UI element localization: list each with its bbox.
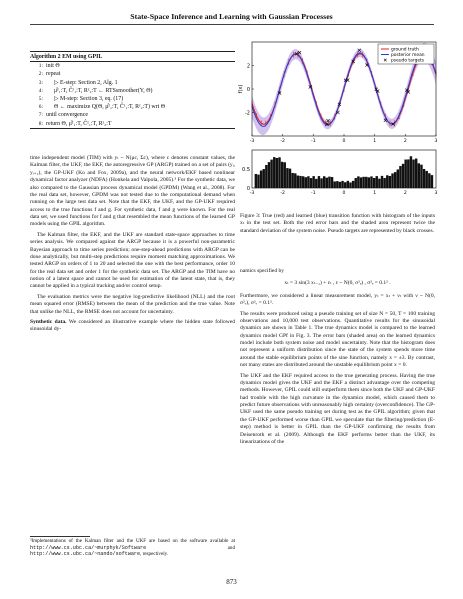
line-text: return Θ, μ̂ᶻ₁:T, Ĉᶻ₁:T, Rᶻ₂:T [46, 120, 112, 127]
y-tick-label: -2 [245, 110, 250, 117]
histogram-x-tick-label: 1 [373, 191, 377, 196]
x-tick-label: -2 [280, 139, 285, 144]
histogram-bar [420, 165, 422, 188]
histogram-bar [281, 162, 283, 188]
histogram-bar [344, 182, 346, 188]
header-rule [30, 24, 434, 25]
paragraph: namics specified by [240, 268, 285, 274]
algorithm-box [30, 51, 235, 131]
histogram-bar [289, 169, 291, 188]
algorithm-line [30, 62, 235, 70]
histogram-x-tick-label: -1 [311, 191, 316, 196]
footnote [30, 538, 235, 558]
histogram-bar [352, 181, 354, 188]
x-tick-label: -1 [311, 139, 316, 144]
histogram-bar [381, 176, 383, 188]
histogram-bar [328, 177, 330, 188]
algorithm-lines [30, 62, 235, 128]
footnote-text: ³Implementations of the Kalman filter and the UKF are based on the software available at [30, 538, 235, 544]
histogram-bar [273, 157, 275, 188]
equation: xₜ = 3 sin(3 xₜ₋₁) + εₜ , ε ~ N(0, σ²ₑ) , σ²ₑ = 0.1² . [284, 280, 391, 287]
histogram-bar [305, 177, 307, 188]
y-axis-label: f(x) [238, 84, 244, 94]
page-number: 873 [226, 578, 237, 586]
input-histogram [242, 150, 437, 196]
footnote-rule [30, 536, 90, 537]
histogram-bar [294, 173, 296, 188]
paragraph: The Kalman filter, the EKF, and the UKF are standard state-space approaches to time series analysis. We compared against the ARGP because it is a powerful non-parametric Bayesian approach to time series prediction; one-step-ahead predictions with ARGP can be done analytically, but multi-step predictions require moment matching approximations. We tested ARGP on orders of 1 to 20 and selected the one with the best performance, order 10 for the real data set and order 1 for the synthetic data set. The ARGP and the TIM have no notion of a latent space and cannot be used for estimation of the latent state, that is, they cannot be applied in a typical tracking and/or control setup. [30, 231, 235, 290]
histogram-bar [360, 177, 362, 188]
histogram-bar [412, 160, 414, 188]
histogram-bar [339, 182, 341, 188]
footnote-text: , respectively. [140, 551, 169, 557]
line-text: Θ ← maximize Q(Θ, μ̂ᶻ₁:T, Ĉᶻ₁:T, Rᶻ₂:T) wrt Θ [54, 104, 165, 111]
histogram-bar [291, 173, 293, 188]
histogram-bar [315, 179, 317, 188]
line-number: 7: [38, 112, 43, 119]
histogram-x-tick-label: -3 [249, 191, 255, 196]
histogram-bar [276, 158, 278, 188]
y-tick-label: 2 [246, 63, 250, 70]
histogram-bar [341, 181, 343, 188]
left-column [30, 155, 235, 334]
histogram-bar [312, 176, 314, 188]
histogram-bar [270, 160, 272, 188]
line-text: μ̂ᶻ₁:T, Ĉᶻ₁:T, Rᶻ₂:T ← RTSsmoother(Y, Θ) [54, 87, 153, 94]
line-text: init Θ [46, 63, 60, 70]
transition-function-plot [238, 38, 438, 198]
histogram-bar [347, 181, 349, 188]
algorithm-rule [30, 128, 235, 131]
histogram-bar [255, 174, 257, 188]
histogram-bar [355, 178, 357, 188]
histogram-bar [302, 176, 304, 188]
line-text: ▷ E-step: Section 2, Alg. 1 [54, 79, 118, 86]
histogram-bar [318, 176, 320, 188]
histogram-bar [415, 159, 417, 188]
legend-label: pseudo targets [391, 58, 425, 64]
algorithm-line [30, 95, 235, 103]
paragraph-heading: Synthetic data. [30, 318, 67, 325]
paragraph [30, 319, 235, 334]
histogram-bar [299, 176, 301, 188]
histogram-bar [320, 178, 322, 188]
histogram-x-tick-label: 2 [403, 191, 407, 196]
histogram-bar [349, 182, 351, 188]
running-header: State-Space Inference and Learning with Gaussian Processes [130, 12, 333, 21]
legend-label: ground truth [391, 47, 419, 53]
paragraph: The UKF and the EKF required access to the true generating process. Having the true dynamics model gives the UKF and the EKF a distinct advantage over the competing methods. However, GPIL could still outperform them since both the UKF and GP-UKF had trouble with the high curvature in the dynamics model, which caused them to predict future observations with unreasonably high certainty (overconfidence). The GP-UKF used the same pseudo training set during test as the GPIL algorithm; given that the GP-UKF performed worse than GPIL we speculate that the filtering/prediction (E-step) method is better in GPIL than the GP-UKF confirming the results from Deisenroth et al. (2009). Although the EKF performs better than the UKF, its linearizations of the [240, 372, 435, 445]
y-tick-label: 0 [246, 86, 250, 93]
x-tick-label: 0 [342, 139, 346, 144]
right-column [240, 268, 435, 446]
footnote-link[interactable]: http://www.cs.ubc.ca/~nando/software [30, 551, 141, 557]
histogram-bar [402, 164, 404, 188]
paragraph: time independent model (TIM) with yₜ ~ N(μc, Σc), where c denotes constant values, the Kalman filter, the UKF, the EKF, the autoregressive GP (ARGP) trained on a set of pairs (yᵢ, yᵢ₊₁), the GP-UKF (Ko and Fox, 2009a), and the neural network/EKF based nonlinear dynamical factor analyzer (NDFA) (Honkela and Valpola, 2005).³ For the synthetic data, we also compared to the Gaussian process dynamical model (GPDM) (Wang et al., 2008). For the real data set, however, GPDM was not tested due to the computational demand when running on the large test data set. Note that the EKF, the UKF, and the GP-UKF required access to the true functions f and g. For synthetic data, f and g were known. For the real data set, we used functions for f and g that resembled the mean functions of the learned GP models using the GPIL algorithm. [30, 155, 235, 228]
line-number: 2: [38, 71, 43, 78]
histogram-bar [425, 171, 427, 188]
histogram-bar [331, 177, 333, 188]
histogram-bar [378, 179, 380, 188]
histogram-bar [310, 178, 312, 188]
histogram-bar [268, 162, 270, 188]
histogram-bar [265, 165, 267, 188]
histogram-bar [410, 156, 412, 188]
histogram-x-tick-label: -2 [280, 191, 285, 196]
histogram-bar [404, 160, 406, 188]
histogram-bar [336, 181, 338, 188]
histogram-bar [407, 159, 409, 188]
histogram-bar [376, 176, 378, 188]
histogram-bar [278, 157, 280, 188]
histogram-bar [260, 171, 262, 188]
histogram-bar [428, 173, 430, 188]
histogram-bar [297, 176, 299, 188]
histogram-bar [263, 169, 265, 188]
paragraph: Furthermore, we considered a linear measurement model, yₜ = xₜ + νₜ with ν ~ N(0, σ²ᵥ), σ²ᵥ = 0.1². [240, 292, 435, 307]
x-tick-label: -3 [249, 139, 255, 144]
footnote-text: and [146, 544, 235, 551]
algorithm-line [30, 103, 235, 111]
figure-caption: Figure 3: True (red) and learned (blue) transition function with histogram of the inputs xₜ in the test set. Both the red error bars and the shaded area represent twice the standard deviation of the system noise. Pseudo targets are represented by black crosses. [240, 213, 435, 234]
line-text: ▷ M-step: Section 3, eq. (17) [54, 96, 124, 103]
histogram-bar [368, 177, 370, 188]
line-number: 4: [38, 87, 43, 94]
histogram-bar [307, 176, 309, 188]
histogram-bar [397, 169, 399, 188]
histogram-bar [370, 176, 372, 188]
histogram-bar [389, 176, 391, 188]
histogram-bar [418, 163, 420, 188]
line-number: 3: [38, 79, 43, 86]
line-text: until convergence [46, 112, 88, 119]
histogram-bar [257, 175, 259, 188]
histogram-bar [386, 175, 388, 188]
algorithm-line [30, 87, 235, 95]
paragraph: The evaluation metrics were the negative log-predictive likelihood (NLL) and the root mean squared error (RMSE) between the mean of the prediction and the true value. Note that unlike the NLL, the RMSE does not account for uncertainty. [30, 293, 235, 315]
histogram-bar [362, 177, 364, 188]
algorithm-title: Algorithm 2 EM using GPIL [30, 51, 235, 62]
legend-label: posterior mean [391, 53, 425, 59]
histogram-bar [423, 169, 425, 188]
histogram-y-tick-label: 0 [246, 185, 250, 192]
histogram-bar [399, 166, 401, 188]
histogram-bar [373, 178, 375, 188]
x-tick-label: 3 [434, 139, 438, 144]
paragraph: The results were produced using a pseudo training set of size N = 50, T = 100 training observations and 10,000 test observations. Quantitative results for the sinusoidal dynamics are shown in Table 1. The true dynamics model is compared to the learned dynamics model GPf in Fig. 3. The error bars (shaded area) on the learned dynamics model include both system noise and model uncertainty. Note that the histogram does not represent a uniform distribution since the state of the system spends more time around the stable equilibrium points of the sine function, namely x = ±3. By contrast, not many states are distributed around the unstable equilibrium point x = 0. [240, 310, 435, 369]
line-text: repeat [46, 71, 61, 78]
histogram-bar [391, 173, 393, 188]
histogram-bar [394, 172, 396, 188]
algorithm-line [30, 111, 235, 119]
paragraph-text: We considered an illustrative example where the hidden state followed sinusoidal dy- [30, 318, 235, 333]
footnote-link[interactable]: http://www.cs.ubc.ca/~murphyk/Software [30, 544, 147, 551]
histogram-bar [284, 162, 286, 188]
line-number: 6: [38, 104, 43, 111]
x-tick-label: 1 [373, 139, 377, 144]
histogram-bar [357, 176, 359, 188]
histogram-x-tick-label: 0 [342, 191, 346, 196]
histogram-y-tick-label: 0.5 [242, 166, 250, 173]
histogram-x-tick-label: 3 [434, 191, 438, 196]
x-tick-label: 2 [403, 139, 407, 144]
line-number: 1: [38, 63, 43, 70]
main-plot [238, 42, 438, 144]
histogram-bar [326, 178, 328, 188]
histogram-bar [323, 176, 325, 188]
histogram-bar [383, 178, 385, 188]
line-number: 8: [38, 120, 43, 127]
histogram-bar [431, 175, 433, 188]
figure-3 [238, 38, 438, 203]
histogram-bar [333, 181, 335, 188]
algorithm-line [30, 79, 235, 87]
algorithm-line [30, 70, 235, 78]
line-number: 5: [38, 96, 43, 103]
histogram-bar [286, 168, 288, 188]
algorithm-line [30, 120, 235, 128]
histogram-bar [365, 177, 367, 188]
